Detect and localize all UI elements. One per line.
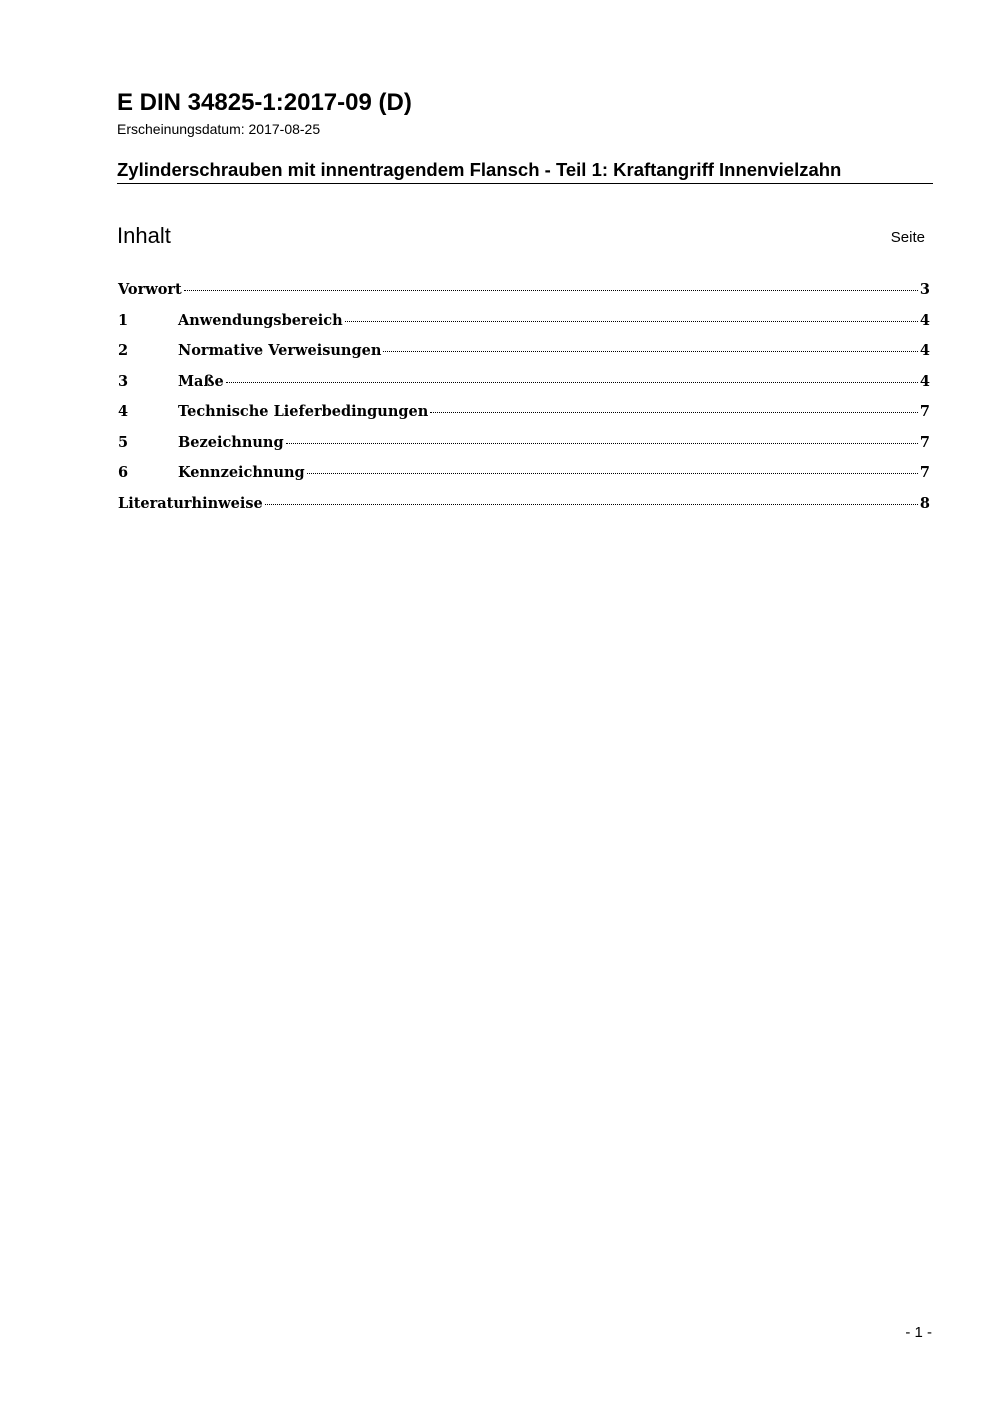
toc-entry-technische-lieferbedingungen[interactable] xyxy=(118,400,930,431)
toc-dot-leader xyxy=(286,443,918,444)
toc-entry-number: 1 xyxy=(118,311,129,329)
toc-entry-label: Bezeichnung xyxy=(178,433,284,451)
page-number: - 1 - xyxy=(905,1324,932,1341)
toc-page-column-label: Seite xyxy=(890,229,925,246)
toc-entry-page: 3 xyxy=(919,281,930,298)
toc-heading: Inhalt xyxy=(117,223,171,248)
toc-entry-anwendungsbereich[interactable] xyxy=(118,309,930,340)
toc-entry-label: Literaturhinweise xyxy=(118,494,263,512)
toc-entry-page: 8 xyxy=(919,494,930,512)
toc-entry-label: Normative Verweisungen xyxy=(178,342,382,359)
toc-entry-number: 5 xyxy=(118,433,129,451)
toc-entry-label: Anwendungsbereich xyxy=(178,311,343,329)
toc-entry-page: 7 xyxy=(919,464,930,481)
toc-entry-label: Maße xyxy=(178,372,224,390)
table-of-contents xyxy=(118,278,930,522)
toc-entry-number: 4 xyxy=(118,403,129,420)
toc-entry-number: 6 xyxy=(118,464,129,481)
toc-dot-leader xyxy=(184,290,918,291)
toc-entry-label: Vorwort xyxy=(118,281,182,298)
toc-entry-number: 2 xyxy=(118,342,129,359)
toc-entry-literaturhinweise[interactable] xyxy=(118,492,930,523)
toc-dot-leader xyxy=(226,382,918,383)
toc-dot-leader xyxy=(430,412,918,413)
toc-entry-bezeichnung[interactable] xyxy=(118,431,930,462)
toc-entry-page: 4 xyxy=(919,372,930,390)
toc-entry-normative-verweisungen[interactable] xyxy=(118,339,930,370)
toc-entry-page: 4 xyxy=(919,342,930,359)
toc-entry-label: Kennzeichnung xyxy=(178,464,305,481)
toc-dot-leader xyxy=(383,351,918,352)
document-title: Zylinderschrauben mit innentragendem Flansch - Teil 1: Kraftangriff Innenvielzahn xyxy=(117,158,933,184)
toc-entry-page: 7 xyxy=(919,403,930,420)
toc-entry-vorwort[interactable] xyxy=(118,278,930,309)
toc-entry-page: 4 xyxy=(919,311,930,329)
toc-dot-leader xyxy=(307,473,918,474)
toc-entry-number: 3 xyxy=(118,372,129,390)
toc-dot-leader xyxy=(345,321,918,322)
toc-entry-kennzeichnung[interactable] xyxy=(118,461,930,492)
document-id: E DIN 34825-1:2017-09 (D) xyxy=(117,89,412,116)
toc-entry-label: Technische Lieferbedingungen xyxy=(178,403,429,420)
toc-entry-page: 7 xyxy=(919,433,930,451)
toc-dot-leader xyxy=(265,504,918,505)
publication-date: Erscheinungsdatum: 2017-08-25 xyxy=(117,121,321,137)
toc-entry-masse[interactable] xyxy=(118,370,930,401)
